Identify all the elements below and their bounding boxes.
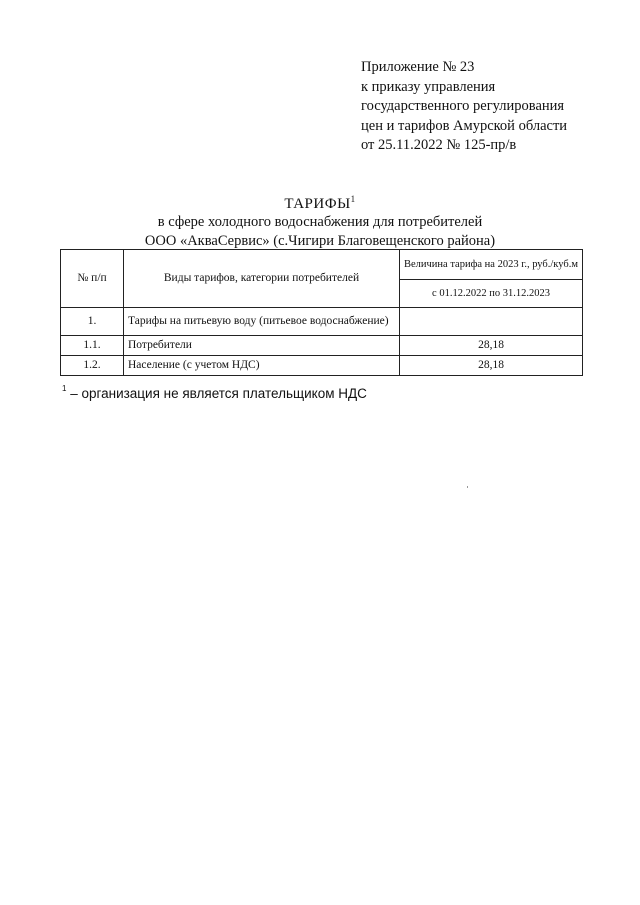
appendix-line: от 25.11.2022 № 125-пр/в — [361, 137, 517, 153]
title-block — [0, 190, 640, 251]
appendix-line: Приложение № 23 — [361, 59, 475, 75]
row-value — [400, 308, 583, 336]
table-row — [61, 336, 583, 356]
appendix-block — [361, 58, 567, 156]
scan-speck — [467, 486, 468, 488]
tariff-table-main — [60, 249, 583, 376]
row-value: 28,18 — [400, 336, 583, 356]
header-types: Виды тарифов, категории потребителей — [124, 250, 400, 308]
document-title — [0, 190, 640, 213]
appendix-line: цен и тарифов Амурской области — [361, 117, 568, 134]
header-period: с 01.12.2022 по 31.12.2023 — [400, 280, 583, 308]
header-num: № п/п — [61, 250, 124, 308]
table-row — [61, 308, 583, 336]
footnote — [62, 381, 367, 402]
title-footnote-mark: 1 — [350, 194, 356, 204]
footnote-text: – организация не является плательщиком НДС — [66, 386, 367, 401]
table-row — [61, 356, 583, 376]
header-value: Величина тарифа на 2023 г., руб./куб.м — [400, 250, 583, 280]
row-name: Потребители — [124, 336, 400, 356]
footnote-mark: 1 — [62, 384, 67, 393]
row-num: 1.1. — [61, 336, 124, 356]
row-num: 1.2. — [61, 356, 124, 376]
row-num: 1. — [61, 308, 124, 336]
row-name: Население (с учетом НДС) — [124, 356, 400, 376]
row-name: Тарифы на питьевую воду (питьевое водоснабжение) — [124, 308, 400, 336]
title-text: ТАРИФЫ — [284, 196, 351, 212]
subtitle-line-1: в сфере холодного водоснабжения для потребителей — [157, 214, 483, 230]
row-value: 28,18 — [400, 356, 583, 376]
appendix-line: к приказу управления — [361, 78, 496, 95]
appendix-line: государственного регулирования — [361, 98, 565, 114]
subtitle-line-2: ООО «АкваСервис» (с.Чигири Благовещенского района) — [144, 233, 496, 249]
